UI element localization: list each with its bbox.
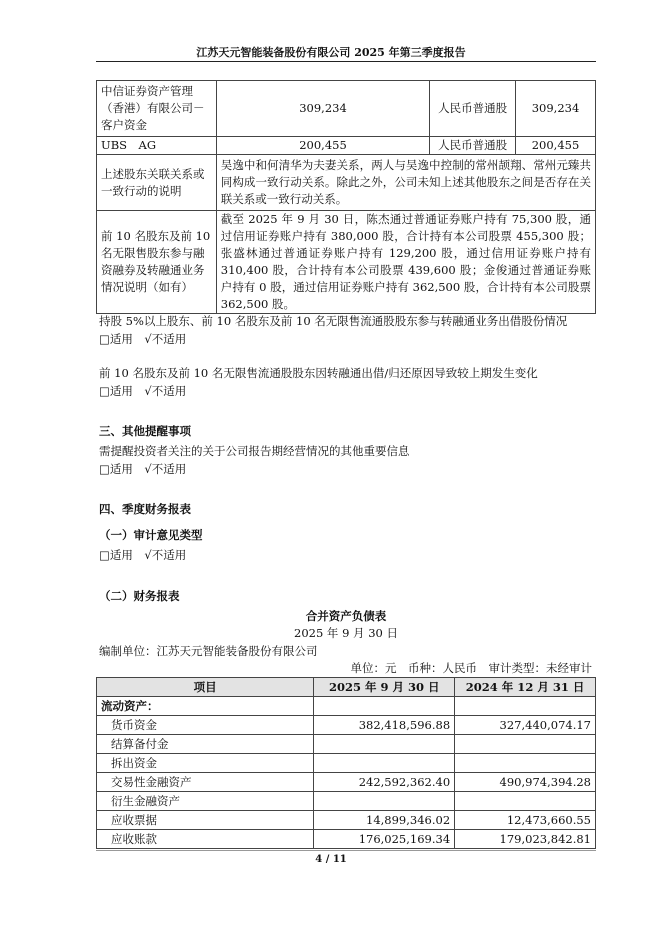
table-header-row (97, 678, 596, 697)
holder-shares: 309,234 (216, 81, 430, 137)
balance-sheet-date: 2025 年 9 月 30 日 (294, 626, 398, 640)
table-row (97, 81, 596, 137)
row-previous: 12,473,660.55 (455, 811, 596, 830)
row-current: 14,899,346.02 (314, 811, 455, 830)
page-number: 4 / 11 (315, 854, 347, 865)
section3-text: 需提醒投资者关注的关于公司报告期经营情况的其他重要信息 (99, 444, 410, 458)
column-header-current: 2025 年 9 月 30 日 (314, 678, 455, 697)
audit-opinion-options: □适用 √不适用 (99, 548, 187, 562)
section3-title: 三、其他提醒事项 (99, 424, 191, 438)
row-current: 242,592,362.40 (314, 773, 455, 792)
section-label: 流动资产： (97, 697, 314, 716)
balance-sheet-title: 合并资产负债表 (305, 609, 387, 623)
row-previous (455, 792, 596, 811)
row-previous: 327,440,074.17 (455, 716, 596, 735)
row-item: 应收票据 (97, 811, 314, 830)
compiling-unit: 编制单位：江苏天元智能装备股份有限公司 (99, 644, 318, 658)
row-previous: 179,023,842.81 (455, 830, 596, 849)
holder-name: 中信证券资产管理（香港）有限公司－客户资金 (97, 81, 217, 137)
share-type: 人民币普通股 (430, 137, 516, 155)
table-row (97, 773, 596, 792)
row-item: 货币资金 (97, 716, 314, 735)
row-item: 结算备付金 (97, 735, 314, 754)
change-text: 前 10 名股东及前 10 名无限售流通股股东因转融通出借/归还原因导致较上期发生变化 (99, 366, 538, 380)
table-row (97, 792, 596, 811)
table-row (97, 735, 596, 754)
row-previous (455, 735, 596, 754)
row-current: 382,418,596.88 (314, 716, 455, 735)
relation-label: 上述股东关联关系或一致行动的说明 (97, 155, 217, 211)
row-current: 176,025,169.34 (314, 830, 455, 849)
row-item: 衍生金融资产 (97, 792, 314, 811)
row-item: 应收账款 (97, 830, 314, 849)
table-row (97, 830, 596, 849)
table-row (97, 811, 596, 830)
holder-name: UBS AG (97, 137, 217, 155)
header-divider (96, 61, 596, 62)
row-item: 拆出资金 (97, 754, 314, 773)
table-row (97, 211, 596, 314)
margin-label: 前 10 名股东及前 10 名无限售股东参与融资融券及转融通业务情况说明（如有） (97, 211, 217, 314)
margin-text: 截至 2025 年 9 月 30 日，陈杰通过普通证券账户持有 75,300 股，通过信用证券账户持有 380,000 股，合计持有本公司股票 455,300 股；张盛林通过普通证券账户持有 129,200 股，通过信用证券账户持有 310,400 股，合计持有本公司股票 439,600 股；金俊通过普通证券账户持有 0 股，通过信用证券账户持有 362,500 股，合计持有本公司股票 362,500 股。 (216, 211, 595, 314)
lending-text: 持股 5%以上股东、前 10 名股东及前 10 名无限售流通股股东参与转融通业务出借股份情况 (99, 314, 568, 328)
audit-opinion-title: （一）审计意见类型 (99, 528, 203, 542)
relation-text: 吴逸中和何清华为夫妻关系，两人与吴逸中控制的常州颉翔、常州元臻共同构成一致行动关系。除此之外，公司未知上述其他股东之间是否存在关联关系或一致行动关系。 (216, 155, 595, 211)
row-previous: 490,974,394.28 (455, 773, 596, 792)
share-count: 309,234 (516, 81, 596, 137)
column-header-item: 项目 (97, 678, 314, 697)
table-row (97, 697, 596, 716)
row-current (314, 754, 455, 773)
table-row (97, 137, 596, 155)
change-options: □适用 √不适用 (99, 384, 187, 398)
share-type: 人民币普通股 (430, 81, 516, 137)
share-count: 200,455 (516, 137, 596, 155)
row-item: 交易性金融资产 (97, 773, 314, 792)
column-header-previous: 2024 年 12 月 31 日 (455, 678, 596, 697)
row-current (314, 792, 455, 811)
holder-shares: 200,455 (216, 137, 430, 155)
shareholders-table (96, 80, 596, 314)
section3-options: □适用 √不适用 (99, 462, 187, 476)
table-row (97, 754, 596, 773)
report-header: 江苏天元智能装备股份有限公司 2025 年第三季度报告 (196, 46, 466, 59)
row-current (314, 735, 455, 754)
lending-options: □适用 √不适用 (99, 332, 187, 346)
unit-info: 单位：元 币种：人民币 审计类型：未经审计 (350, 661, 592, 675)
balance-sheet-table (96, 677, 596, 849)
table-row (97, 155, 596, 211)
row-previous (455, 754, 596, 773)
table-row (97, 716, 596, 735)
footer-divider (96, 850, 596, 851)
section4-title: 四、季度财务报表 (99, 502, 191, 516)
financial-statements-title: （二）财务报表 (99, 589, 180, 603)
